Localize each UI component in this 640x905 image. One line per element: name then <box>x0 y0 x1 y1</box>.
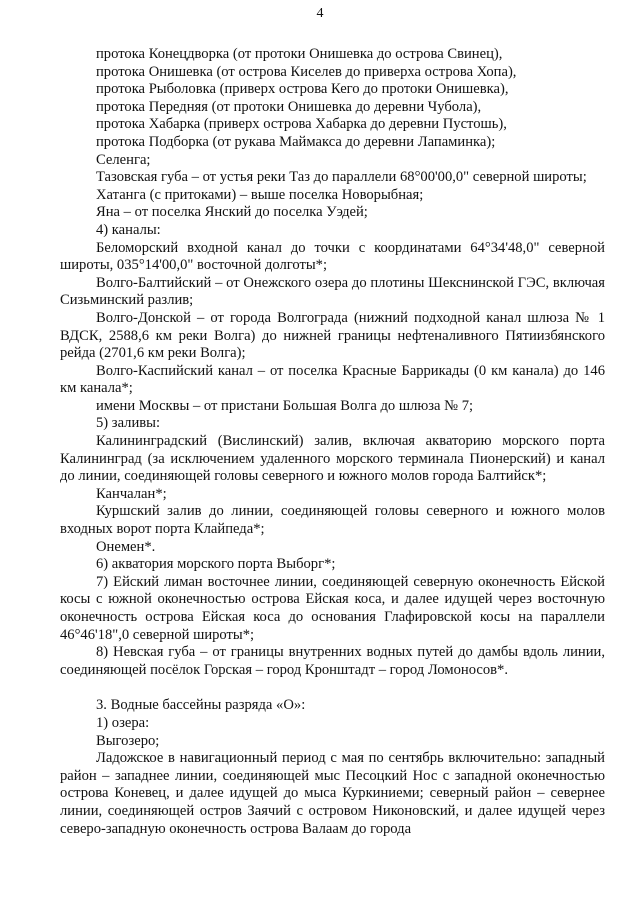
paragraph: Калининградский (Вислинский) залив, включая акваторию морского порта Калининград (за исключением удаленного морского терминала Пионерский) и канал до линии, соединяющей головы северного и южного молов города Балтийск*; <box>60 433 605 485</box>
paragraph: протока Онишевка (от острова Киселев до приверха острова Хопа), <box>96 63 517 80</box>
document-body <box>60 46 605 838</box>
paragraph: протока Конецдворка (от протоки Онишевка до острова Свинец), <box>96 46 503 62</box>
paragraph: Канчалан*; <box>96 485 167 502</box>
paragraph: 7) Ейский лиман восточнее линии, соединяющей северную оконечность Ейской косы с южной оконечностью острова Ейская коса, и далее идущей через восточную оконечность острова Ейская коса до основания Глафировской косы на параллели 46°46'18",0 северной широты*; <box>60 573 605 643</box>
paragraph: протока Рыболовка (приверх острова Кего до протоки Онишевка), <box>96 81 509 98</box>
paragraph: Волго-Каспийский канал – от поселка Красные Баррикады (0 км канала) до 146 км канала*; <box>60 362 605 397</box>
list-heading: 1) озера: <box>96 714 150 731</box>
page-number: 4 <box>316 6 324 21</box>
list-heading: 5) заливы: <box>96 415 161 432</box>
paragraph: Волго-Балтийский – от Онежского озера до плотины Шекснинской ГЭС, включая Сизьминский разлив; <box>60 274 605 309</box>
section-heading: 3. Водные бассейны разряда «О»: <box>96 697 306 714</box>
paragraph: Онемен*. <box>96 538 156 555</box>
section-gap <box>60 679 605 697</box>
paragraph: протока Хабарка (приверх острова Хабарка до деревни Пустошь), <box>96 116 507 133</box>
paragraph: Куршский залив до линии, соединяющей головы северного и южного молов входных ворот порта Клайпеда*; <box>60 503 605 538</box>
list-heading: 4) каналы: <box>96 221 161 238</box>
paragraph: протока Передняя (от протоки Онишевка до деревни Чубола), <box>96 98 482 115</box>
paragraph: протока Подборка (от рукава Маймакса до деревни Лапаминка); <box>96 133 496 150</box>
paragraph: Ладожское в навигационный период с мая по сентябрь включительно: западный район – западнее линии, соединяющей мыс Песоцкий Нос с западной оконечностью острова Коневец, и далее идущей до мыса Куркиниеми; северный район – севернее линии, соединяющей остров Заячий с островом Никоновский, и далее идущей через северо-западную оконечность острова Валаам до города <box>60 750 605 837</box>
paragraph: Выгозеро; <box>96 732 160 749</box>
paragraph: Селенга; <box>96 151 151 168</box>
paragraph: 8) Невская губа – от границы внутренних водных путей до дамбы вдоль линии, соединяющей посёлок Горская – город Кронштадт – город Ломоносов*. <box>60 644 605 678</box>
paragraph: Волго-Донской – от города Волгограда (нижний подходной канал шлюза № 1 ВДСК, 2588,6 км реки Волга) до нижней границы нефтеналивного Пятиизбянского рейда (2701,6 км реки Волга); <box>60 309 605 362</box>
paragraph: Хатанга (с притоками) – выше поселка Новорыбная; <box>96 186 424 203</box>
paragraph: имени Москвы – от пристани Большая Волга до шлюза № 7; <box>96 397 474 414</box>
paragraph: Беломорский входной канал до точки с координатами 64°34'48,0" северной широты, 035°14'00,0" восточной долготы*; <box>60 239 605 274</box>
paragraph: Тазовская губа – от устья реки Таз до параллели 68°00'00,0" северной широты; <box>96 169 587 186</box>
paragraph: Яна – от поселка Янский до поселка Уэдей; <box>96 204 368 221</box>
list-heading: 6) акватория морского порта Выборг*; <box>96 556 336 573</box>
